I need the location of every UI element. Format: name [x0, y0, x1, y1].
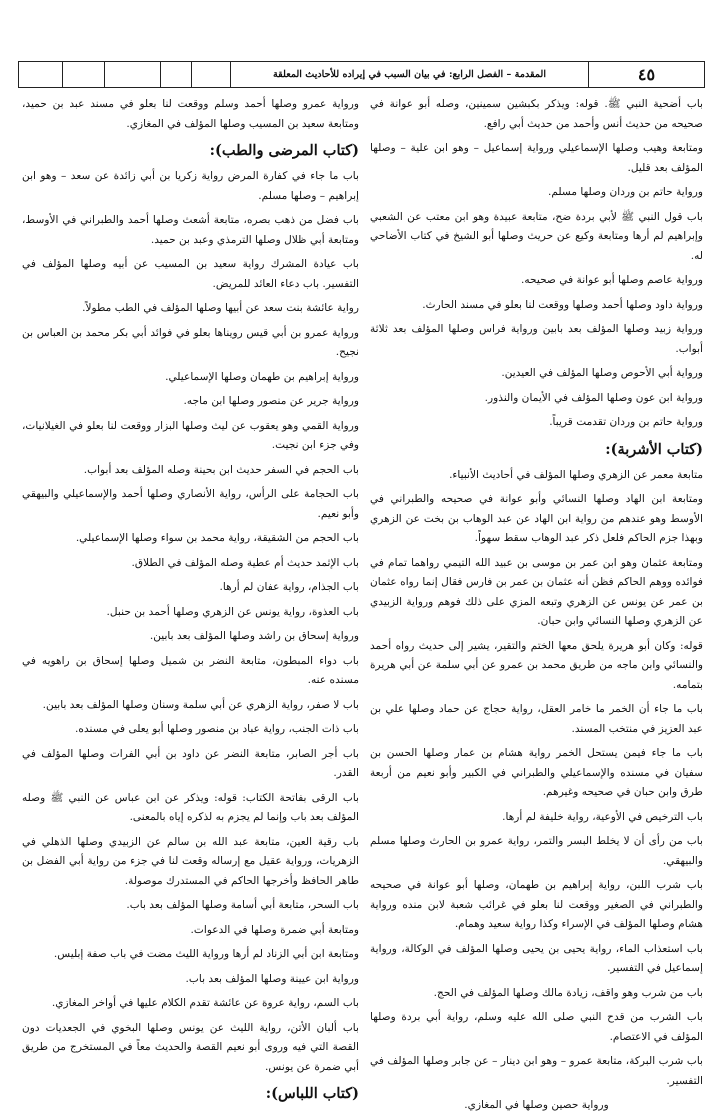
page-number: ٤٥	[637, 65, 656, 84]
paragraph: باب ما جاء أن الخمر ما خامر العقل، رواية حجاج عن حماد وصلها علي بن عبد العزيز في منتخب المسند.	[370, 703, 703, 735]
paragraph: باب الحجم في السفر حديث ابن بحينة وصله المؤلف بعد أبواب.	[83, 463, 359, 476]
paragraph: ورواية عاصم وصلها أبو عوانة في صحيحه.	[521, 274, 703, 286]
paragraph: باب لا صفر، رواية الزهري عن أبي سلمة وسنان وصلها المؤلف بعد بابين.	[42, 698, 359, 711]
paragraph: باب ذات الجنب، رواية عباد بن منصور وصلها أبو يعلى في مسنده.	[75, 723, 359, 735]
paragraph: رواية عائشة بنت سعد عن أبيها وصلها المؤلف في الطب مطولاً.	[82, 302, 359, 314]
paragraph: باب من شرب وهو واقف، زيادة مالك وصلها المؤلف في الحج.	[433, 986, 703, 999]
paragraph: ورواية حاتم بن وردان تقدمت قريباً.	[549, 416, 703, 428]
paragraph: باب أضحية النبي ﷺ. قوله: ويذكر بكبشين سمينين، وصله أبو عوانة في صحيحه من حديث أنس وأحمد من حديث أبي رافع.	[370, 98, 703, 130]
paragraph: باب رقية العين، متابعة عبد الله بن سالم عن الزبيدي وصلها الذهلي في الزهريات، ورواية عقيل مع إرساله وقعت لنا في جزء من رواية أبي الفضل بن طاهر الحافظ وأخرجها الحاكم في المستدرك موصولة.	[22, 835, 359, 887]
header-empty-cell	[63, 62, 105, 87]
header-empty-cell	[161, 62, 192, 87]
paragraph: ومتابعة عثمان وهو ابن عمر بن موسى بن عبيد الله التيمي رواهما تمام في فوائده ووهم الحاكم فظن أنه عثمان بن عمر بن فارس فقال إنما رواه عثمان بن عمر عن يونس عن الزهري وتبعه المزي على ذلك فوهم ورواية الزبيدي عن الزهري وصلها النسائي وابن حبان.	[370, 556, 703, 627]
paragraph: ورواية زبيد وصلها المؤلف بعد بابين ورواية فراس وصلها المؤلف بعد ثلاثة أبواب.	[370, 323, 703, 355]
paragraph: باب العذوة، رواية يونس عن الزهري وصلها أحمد بن حنبل.	[106, 605, 359, 618]
paragraph: ومتابعة وهيب وصلها الإسماعيلي ورواية إسماعيل – وهو ابن علية – وصلها المؤلف بعد قليل.	[370, 142, 703, 174]
paragraph: باب الترخيص في الأوعية، رواية خليفة لم أرها.	[502, 810, 703, 823]
paragraph: ورواية عمرو وصلها أحمد وسلم ووقعت لنا بعلو في مسند عبد بن حميد، ومتابعة سعيد بن المسيب وصلها المؤلف في المغازي.	[22, 98, 359, 130]
paragraph: ورواية إسحاق بن راشد وصلها المؤلف بعد بابين.	[149, 630, 359, 642]
paragraph: ورواية إبراهيم بن طهمان وصلها الإسماعيلي.	[165, 370, 359, 383]
paragraph: باب الإثمد حديث أم عطية وصله المؤلف في الطلاق.	[131, 556, 359, 569]
paragraph: قوله: وكان أبو هريرة يلحق معها الختم والتقير، يشير إلى حديث رواه أحمد والنسائي وابن ماجه من طريق محمد بن عمرو عن أبي سلمة عن أبي هريرة بتمامه.	[370, 639, 703, 691]
paragraph: باب الحجم من الشقيقة، رواية محمد بن سواء وصلها الإسماعيلي.	[75, 532, 359, 544]
paragraph: باب شرب اللبن، رواية إبراهيم بن طهمان، وصلها أبو عوانة في صحيحه والطبراني في الصغير ووقعت لنا بعلو في غرائب شعبة لابن منده ورواية هشام وصلها المؤلف في الإسراء وكذا رواية سعيد وهمام.	[370, 879, 703, 930]
right-column	[370, 95, 703, 1111]
paragraph: ورواية عمرو بن أبي قيس رويناها بعلو في فوائد أبي بكر محمد بن العباس بن نجيح.	[22, 326, 359, 358]
paragraph: ومتابعة ابن أبي الزناد لم أرها ورواية الليث مضت في باب صفة إبليس.	[53, 948, 359, 960]
section-heading: (كتاب المرضى والطب):	[209, 142, 359, 159]
paragraph: باب السحر، متابعة أبي أسامة وصلها المؤلف بعد باب.	[126, 899, 359, 911]
paragraph: ومتابعة ابن الهاد وصلها النسائي وأبو عوانة في صحيحه والطبراني في الأوسط وهو عندهم من رواية ابن الهاد عن عبد الوهاب بن بخت عن الزهري وبهذا جزم الحاكم فلعل ذكر عبد الوهاب سقط سهواً.	[370, 493, 703, 544]
paragraph: ومتابعة أبي ضمرة وصلها في الدعوات.	[190, 923, 359, 936]
running-title: المقدمة – الفصل الرابع: في بيان السبب في إيراده للأحاديث المعلقة	[231, 62, 589, 87]
paragraph: باب الشرب من قدح النبي صلى الله عليه وسلم، رواية أبي بردة وصلها المؤلف في الاعتصام.	[370, 1011, 703, 1043]
paragraph: باب ما جاء في كفارة المرض رواية زكريا بن أبي زائدة عن سعد – وهو ابن إبراهيم – وصلها مسلم.	[22, 170, 359, 202]
paragraph: ورواية ابن عيينة وصلها المؤلف بعد باب.	[185, 972, 359, 985]
paragraph: متابعة معمر عن الزهري وصلها المؤلف في أحاديث الأنبياء.	[449, 468, 703, 481]
paragraph: ورواية داود وصلها أحمد وصلها ووقعت لنا بعلو في مسند الحارث.	[422, 298, 703, 311]
paragraph: باب الجذام، رواية عفان لم أرها.	[219, 581, 359, 593]
paragraph: ورواية ابن عون وصلها المؤلف في الأيمان والنذور.	[484, 391, 703, 404]
paragraph: ورواية حصين وصلها في المغازي.	[464, 1099, 609, 1111]
paragraph: باب دواء المبطون، متابعة النضر بن شميل وصلها إسحاق بن راهويه في مسنده عنه.	[22, 654, 359, 686]
paragraph: باب من رأى أن لا يخلط البسر والتمر، رواية عمرو بن الحارث وصلها مسلم والبيهقي.	[370, 835, 703, 867]
paragraph: باب استعذاب الماء، رواية يحيى بن يحيى وصلها المؤلف في الوكالة، ورواية إسماعيل في التفسير.	[370, 942, 703, 974]
paragraph: باب الحجامة على الرأس، رواية الأنصاري وصلها أحمد والإسماعيلي والبيهقي وأبو نعيم.	[22, 488, 359, 520]
section-heading: (كتاب الأشربة):	[605, 440, 703, 458]
page-header	[18, 61, 705, 88]
section-heading: (كتاب اللباس):	[265, 1085, 359, 1102]
header-empty-cell	[19, 62, 63, 87]
paragraph: باب شرب البركة، متابعة عمرو – وهو ابن دينار – عن جابر وصلها المؤلف في التفسير.	[370, 1055, 703, 1087]
paragraph: ورواية أبي الأحوص وصلها المؤلف في العيدين.	[501, 367, 703, 379]
paragraph: باب قول النبي ﷺ لأبي بردة ضح، متابعة عبيدة وهو ابن معتب عن الشعبي وإبراهيم لم أرها ومتابعة وكيع عن حريث وصلها أبو الشيخ في كتاب الأضاحي له.	[370, 210, 703, 262]
paragraph: باب ما جاء فيمن يستحل الخمر رواية هشام بن عمار وصلها الحسن بن سفيان في مسنده والإسماعيلي والطبراني في الكبير وأبو نعيم من أربعة طرق وابن حبان في صحيحه وغيرهم.	[370, 747, 703, 798]
header-empty-cell	[192, 62, 231, 87]
paragraph: ورواية حاتم بن وردان وصلها مسلم.	[548, 186, 703, 198]
header-empty-cell	[105, 62, 161, 87]
left-column	[22, 95, 359, 1102]
paragraph: باب فضل من ذهب بصره، متابعة أشعث وصلها أحمد والطبراني في الأوسط، ومتابعة أبي ظلال وصلها الترمذي وعبد بن حميد.	[22, 214, 359, 246]
paragraph: باب الرقى بفاتحة الكتاب: قوله: ويذكر عن ابن عباس عن النبي ﷺ وصله المؤلف بعد باب وإنما لم يجزم به لذكره إياه بالمعنى.	[22, 791, 359, 823]
paragraph: باب عيادة المشرك رواية سعيد بن المسيب عن أبيه وصلها المؤلف في التفسير. باب دعاء العائد للمريض.	[22, 258, 359, 290]
paragraph: باب أجر الصابر، متابعة النضر عن داود بن أبي الفرات وصلها المؤلف في القدر.	[22, 747, 359, 779]
paragraph: ورواية جرير عن منصور وصلها ابن ماجه.	[183, 395, 359, 407]
paragraph: باب ألبان الأتن، رواية الليث عن يونس وصلها البخوي في الجعديات دون القصة التي فيه وروى أبو نعيم القصة والحديث معاً في المستخرج من طريق أبي ضمرة عن يونس.	[22, 1021, 359, 1073]
paragraph: باب السم، رواية عروة عن عائشة تقدم الكلام عليها في أواخر المغازي.	[51, 997, 359, 1009]
paragraph: ورواية القمي وهو يعقوب عن ليث وصلها البزار ووقعت لنا بعلو في الغيلانيات، وفي جزء ابن نجيت.	[22, 419, 359, 451]
